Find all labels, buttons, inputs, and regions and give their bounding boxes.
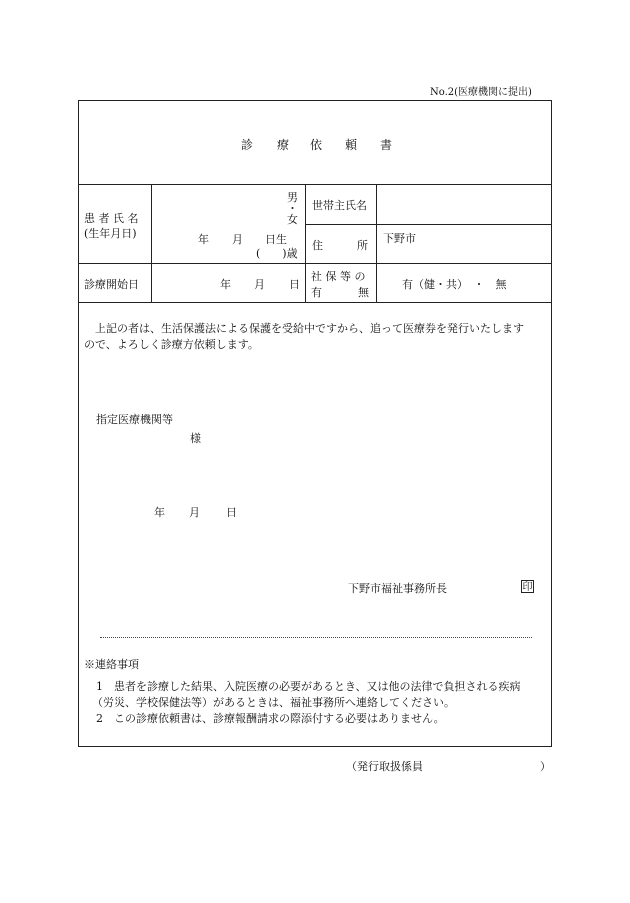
row-line-1 xyxy=(78,184,552,185)
sex-separator: ・ xyxy=(287,202,298,215)
col-line-mid xyxy=(305,184,306,302)
issue-year-label: 年 xyxy=(154,506,165,519)
birth-month-label: 月 xyxy=(232,233,243,246)
address-label-1: 住 xyxy=(312,239,323,252)
sex-male: 男 xyxy=(287,191,298,204)
header-note: No.2(医療機関に提出) xyxy=(430,87,532,98)
insurance-label: 社 保 等 の xyxy=(311,270,366,283)
insurance-options: 有（健・共） ・ 無 xyxy=(402,278,507,291)
issue-month-label: 月 xyxy=(189,506,200,519)
household-head-label: 世帯主氏名 xyxy=(312,199,367,212)
age-label: ( )歳 xyxy=(256,247,298,260)
contact-heading: ※連絡事項 xyxy=(84,658,139,671)
start-day-label: 日 xyxy=(289,278,300,291)
row-line-address xyxy=(305,224,552,225)
col-line-value xyxy=(376,184,377,302)
form-title-char-1: 診 xyxy=(241,138,254,152)
sex-female: 女 xyxy=(287,213,298,226)
issuer-staff-close: ） xyxy=(540,760,551,773)
start-year-label: 年 xyxy=(220,278,231,291)
cut-line xyxy=(100,637,532,638)
form-title-char-5: 書 xyxy=(380,138,393,152)
birth-year-label: 年 xyxy=(198,233,209,246)
seal-mark: 印 xyxy=(522,582,533,593)
contact-item-1-line-2: （労災、学校保健法等）があるときは、福祉事務所へ連絡してください。 xyxy=(92,696,455,709)
row-line-3 xyxy=(78,302,552,303)
patient-label: 患 者 氏 名 xyxy=(84,212,139,225)
birth-day-label: 日生 xyxy=(265,233,287,246)
request-text-line-2: ので、よろしく診療方依頼します。 xyxy=(84,338,259,351)
patient-label-birth: (生年月日) xyxy=(84,227,137,240)
form-title-char-2: 療 xyxy=(277,138,290,152)
address-value: 下野市 xyxy=(383,232,416,245)
issuer-name: 下野市福祉事務所長 xyxy=(348,582,447,595)
form-title-char-4: 頼 xyxy=(345,138,358,152)
form-title-char-3: 依 xyxy=(310,138,323,152)
insurance-label-none: 無 xyxy=(358,286,369,299)
address-label-2: 所 xyxy=(357,239,368,252)
issuer-staff-label: （発行取扱係員 xyxy=(346,760,423,773)
institution-label: 指定医療機関等 xyxy=(96,413,173,426)
contact-item-2: 2 この診療依頼書は、診療報酬請求の際添付する必要はありません。 xyxy=(96,712,445,725)
issue-day-label: 日 xyxy=(226,506,237,519)
honorific: 様 xyxy=(190,432,201,445)
start-date-label: 診療開始日 xyxy=(84,278,139,291)
start-month-label: 月 xyxy=(254,278,265,291)
request-text-line-1: 上記の者は、生活保護法による保護を受給中ですから、追って医療券を発行いたします xyxy=(84,322,524,335)
col-line-label xyxy=(151,184,152,302)
insurance-label-have: 有 xyxy=(311,286,322,299)
row-line-2 xyxy=(78,263,552,264)
contact-item-1-line-1: 1 患者を診療した結果、入院医療の必要があるとき、又は他の法律で負担される疾病 xyxy=(96,680,521,693)
